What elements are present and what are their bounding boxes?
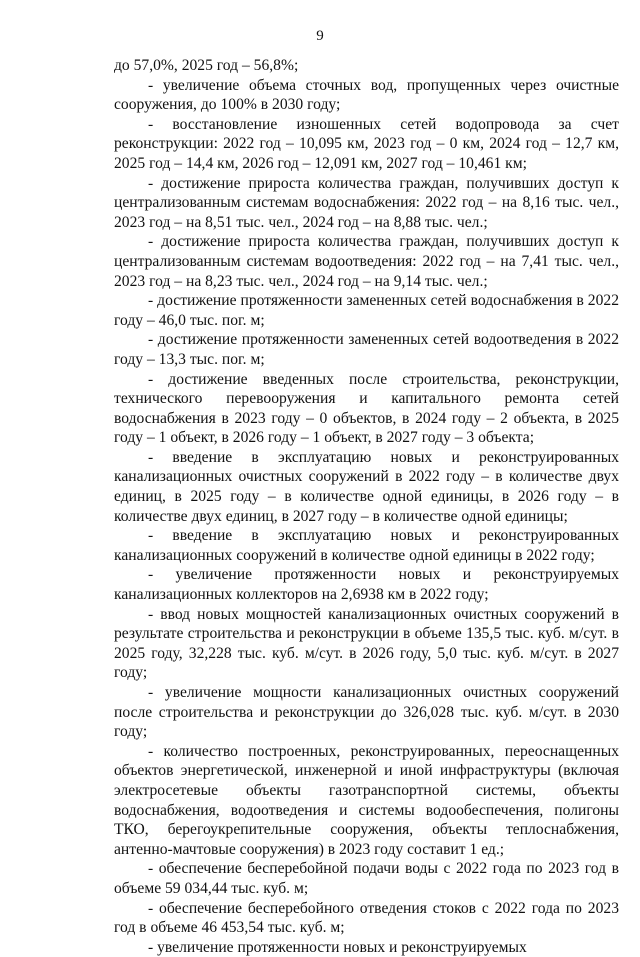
page-number: 9 <box>316 28 324 44</box>
document-body <box>114 56 619 957</box>
paragraph-replaced-sewer-networks: - достижение протяженности замененных сетей водоотведения в 2022 году – 13,3 тыс. пог. м; <box>114 331 619 368</box>
paragraph-network-length-increase: - увеличение протяженности новых и реконструируемых <box>148 938 527 956</box>
paragraph-sewer-facilities-commissioning: - введение в эксплуатацию новых и реконструированных канализационных сооружений в количестве одной единицы в 2022 году; <box>114 527 619 564</box>
paragraph-commissioned-water-objects: - достижение введенных после строительства, реконструкции, технического перевооружения и капитального ремонта сетей водоснабжения в 2023 году – 0 объектов, в 2024 году – 2 объекта, в 2025 году – 1 объект, в 2026 году – 1 объект, в 2027 году – 3 объекта; <box>114 370 619 447</box>
paragraph-continuation: до 57,0%, 2025 год – 56,8%; <box>114 57 299 74</box>
paragraph-water-supply-access: - достижение прироста количества граждан, получивших доступ к централизованным системам водоснабжения: 2022 год – на 8,16 тыс. чел., 2023 год – на 8,51 тыс. чел., 2024 год – на 8,88 тыс. чел.; <box>114 174 619 231</box>
paragraph-sewer-collectors: - увеличение протяженности новых и реконструируемых канализационных коллекторов на 2,6938 км в 2022 году; <box>114 566 619 604</box>
paragraph-water-supply-volume: - обеспечение бесперебойной подачи воды с 2022 года по 2023 год в объеме 59 034,44 тыс. куб. м; <box>114 860 619 897</box>
paragraph-sewerage-access: - достижение прироста количества граждан, получивших доступ к централизованным системам водоотведения: 2022 год – на 7,41 тыс. чел., 2023 год – на 8,23 тыс. чел., 2024 год – на 9,14 тыс. чел.; <box>114 233 619 290</box>
paragraph-new-treatment-capacity: - ввод новых мощностей канализационных очистных сооружений в результате строительства и реконструкции в объеме 135,5 тыс. куб. м/сут. в 2025 году, 32,228 тыс. куб. м/сут. в 2026 году, 5,0 тыс. куб. м/сут. в 2027 году; <box>114 605 619 682</box>
paragraph-wastewater-volume: - обеспечение бесперебойного отведения стоков с 2022 года по 2023 год в объеме 46 453,54 тыс. куб. м; <box>114 899 619 937</box>
paragraph-water-network-restoration: - восстановление изношенных сетей водопровода за счет реконструкции: 2022 год – 10,095 км, 2023 год – 0 км, 2024 год – 12,7 км, 2025 год – 14,4 км, 2026 год – 12,091 км, 2027 год – 10,461 км; <box>114 115 619 172</box>
paragraph-wastewater-treatment: - увеличение объема сточных вод, пропущенных через очистные сооружения, до 100% в 2030 году; <box>114 76 619 114</box>
paragraph-treatment-facilities-commissioning: - введение в эксплуатацию новых и реконструированных канализационных очистных сооружений в 2022 году – в количестве двух единиц, в 2025 году – в количестве одной единицы, в 2026 году – в количестве двух единиц, в 2027 году – в количестве одной единицы; <box>114 448 619 525</box>
paragraph-infrastructure-objects: - количество построенных, реконструированных, переоснащенных объектов энергетической, инженерной и иной инфраструктуры (включая электросетевые объекты газотранспортной системы, объекты водоснабжения, водоотведения и системы водообеспечения, полигоны ТКО, берегоукрепительные сооружения, объекты теплоснабжения, антенно-мачтовые сооружения) в 2023 году составит 1 ед.; <box>114 742 619 858</box>
paragraph-replaced-water-networks: - достижение протяженности замененных сетей водоснабжения в 2022 году – 46,0 тыс. пог. м; <box>114 292 619 329</box>
paragraph-treatment-capacity-increase: - увеличение мощности канализационных очистных сооружений после строительства и реконструкции до 326,028 тыс. куб. м/сут. в 2030 году; <box>114 684 619 741</box>
